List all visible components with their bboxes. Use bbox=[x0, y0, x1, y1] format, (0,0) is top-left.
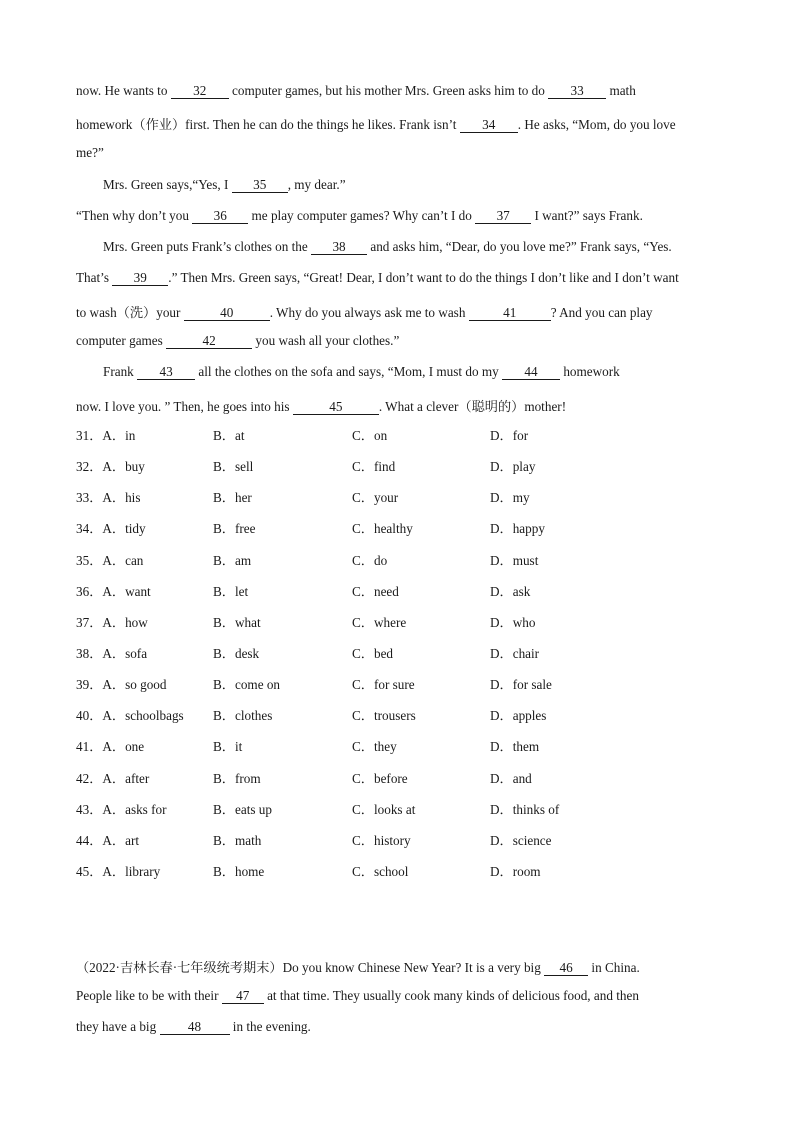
blank-45: 45 bbox=[293, 400, 379, 415]
option-c: C．your bbox=[352, 490, 399, 506]
option-a: 38．A．sofa bbox=[76, 645, 148, 661]
option-b: B．sell bbox=[213, 459, 254, 475]
option-b: B．am bbox=[213, 552, 252, 568]
option-d: D．apples bbox=[490, 708, 547, 724]
blank-43: 43 bbox=[137, 365, 195, 380]
option-a: 33．A．his bbox=[76, 490, 141, 506]
option-a: 34．A．tidy bbox=[76, 521, 146, 537]
passage2-line-1: （2022·吉林长春·七年级统考期末）Do you know Chinese New Year? It is a very big 46 in China. bbox=[76, 960, 640, 975]
passage-line-1: now. He wants to 32 computer games, but his mother Mrs. Green asks him to do 33 math bbox=[76, 83, 636, 98]
option-b: B．at bbox=[213, 428, 245, 443]
blank-34: 34 bbox=[460, 118, 518, 133]
option-d: D．room bbox=[490, 863, 541, 879]
passage-line-3: me?” bbox=[76, 145, 104, 160]
option-a: 42．A．after bbox=[76, 770, 150, 786]
option-a: 45．A．library bbox=[76, 863, 161, 879]
option-c: C．where bbox=[352, 614, 407, 630]
blank-41: 41 bbox=[469, 306, 551, 321]
option-d: D．ask bbox=[490, 583, 531, 599]
option-a: 37．A．how bbox=[76, 614, 148, 630]
option-d: D．chair bbox=[490, 645, 540, 661]
passage-line-4: Mrs. Green says,“Yes, I 35 , my dear.” bbox=[103, 177, 346, 192]
option-b: B．free bbox=[213, 521, 256, 537]
passage-line-11: now. I love you. ” Then, he goes into his 45 . What a clever（聪明的）mother! bbox=[76, 399, 567, 414]
option-c: C．healthy bbox=[352, 521, 413, 537]
option-c: C．bed bbox=[352, 645, 394, 661]
option-b: B．desk bbox=[213, 645, 260, 661]
passage-line-7: That’s 39 .” Then Mrs. Green says, “Great! Dear, I don’t want to do the things I don’t like and I don’t want bbox=[76, 270, 679, 285]
option-d: D．must bbox=[490, 552, 539, 568]
option-c: C．on bbox=[352, 428, 388, 443]
blank-36: 36 bbox=[192, 209, 248, 224]
option-c: C．school bbox=[352, 863, 409, 879]
passage-line-10: Frank 43 all the clothes on the sofa and says, “Mom, I must do my 44 homework bbox=[103, 364, 620, 379]
blank-42: 42 bbox=[166, 334, 252, 349]
option-a: 32．A．buy bbox=[76, 459, 145, 475]
option-d: D．for sale bbox=[490, 677, 552, 693]
blank-39: 39 bbox=[112, 271, 168, 286]
option-d: D．them bbox=[490, 739, 540, 755]
passage-line-6: Mrs. Green puts Frank’s clothes on the 38 and asks him, “Dear, do you love me?” Frank says, “Yes. bbox=[103, 239, 672, 254]
option-b: B．it bbox=[213, 739, 243, 755]
option-b: B．what bbox=[213, 614, 261, 630]
blank-35: 35 bbox=[232, 178, 288, 193]
blank-40: 40 bbox=[184, 306, 270, 321]
passage-line-8: to wash（洗）your 40 . Why do you always ask me to wash 41 ? And you can play bbox=[76, 305, 653, 320]
option-d: D．science bbox=[490, 832, 552, 848]
blank-38: 38 bbox=[311, 240, 367, 255]
option-c: C．do bbox=[352, 552, 388, 568]
option-c: C．need bbox=[352, 583, 399, 599]
option-c: C．trousers bbox=[352, 708, 416, 724]
blank-48: 48 bbox=[160, 1020, 230, 1035]
option-b: B．clothes bbox=[213, 708, 273, 724]
option-c: C．for sure bbox=[352, 677, 415, 693]
option-b: B．eats up bbox=[213, 801, 272, 817]
blank-33: 33 bbox=[548, 84, 606, 99]
passage2-line-2: People like to be with their 47 at that time. They usually cook many kinds of delicious food, and then bbox=[76, 988, 639, 1003]
blank-47: 47 bbox=[222, 989, 264, 1004]
passage2-line-3: they have a big 48 in the evening. bbox=[76, 1019, 311, 1034]
option-a: 44．A．art bbox=[76, 832, 139, 848]
option-c: C．looks at bbox=[352, 801, 416, 817]
option-b: B．from bbox=[213, 770, 261, 786]
blank-44: 44 bbox=[502, 365, 560, 380]
option-a: 41．A．one bbox=[76, 739, 145, 755]
option-c: C．history bbox=[352, 832, 411, 848]
option-c: C．they bbox=[352, 739, 397, 755]
option-c: C．before bbox=[352, 770, 408, 786]
blank-46: 46 bbox=[544, 961, 588, 976]
option-d: D．and bbox=[490, 770, 532, 786]
option-b: B．come on bbox=[213, 677, 281, 693]
option-d: D．play bbox=[490, 459, 536, 475]
passage-line-9: computer games 42 you wash all your clothes.” bbox=[76, 333, 400, 348]
option-a: 36．A．want bbox=[76, 583, 151, 599]
option-b: B．home bbox=[213, 863, 265, 879]
passage-line-2: homework（作业）first. Then he can do the things he likes. Frank isn’t 34 . He asks, “Mom, do you love bbox=[76, 117, 676, 132]
option-a: 35．A．can bbox=[76, 552, 144, 568]
option-c: C．find bbox=[352, 459, 396, 475]
option-d: D．happy bbox=[490, 521, 545, 537]
blank-32: 32 bbox=[171, 84, 229, 99]
option-d: D．who bbox=[490, 614, 536, 630]
option-d: D．for bbox=[490, 428, 529, 443]
option-a: 40．A．schoolbags bbox=[76, 708, 184, 724]
option-d: D．my bbox=[490, 490, 530, 506]
option-a: 43．A．asks for bbox=[76, 801, 167, 817]
passage-line-5: “Then why don’t you 36 me play computer games? Why can’t I do 37 I want?” says Frank. bbox=[76, 208, 643, 223]
option-b: B．her bbox=[213, 490, 252, 506]
option-b: B．let bbox=[213, 583, 249, 599]
blank-37: 37 bbox=[475, 209, 531, 224]
option-b: B．math bbox=[213, 832, 262, 848]
option-a: 39．A．so good bbox=[76, 677, 167, 693]
option-a: 31．A．in bbox=[76, 428, 136, 443]
option-d: D．thinks of bbox=[490, 801, 560, 817]
